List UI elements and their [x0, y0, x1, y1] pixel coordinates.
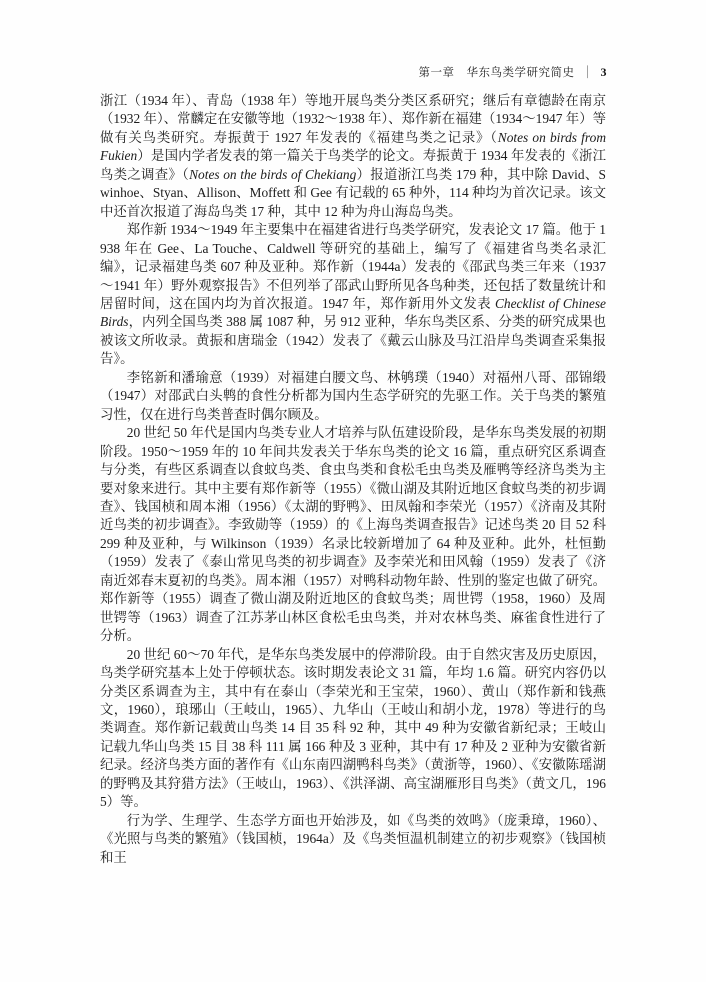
- italic-title-text: Notes on birds from Fukien: [100, 129, 606, 164]
- body-text-run: ）是国内学者发表的第一篇关于鸟类学的论文。寿振黄于 1934 年发表的《浙江鸟类之调查》（: [100, 148, 606, 182]
- paragraph: [100, 646, 606, 812]
- paragraph: [100, 221, 606, 369]
- paragraph: [100, 369, 606, 424]
- body-text-run: 20 世纪 50 年代是国内鸟类专业人才培养与队伍建设阶段，是华东鸟类发展的初期阶段。1950～1959 年的 10 年间共发表关于华东鸟类的论文 16 篇，重点研究区系调查与分类，有些区系调查以食蚊鸟类、食虫鸟类和食松毛虫鸟类及雁鸭等经济鸟类为主要对象来进行。其中主要有郑作新等（1955）《微山湖及其附近地区食蚊鸟类的初步调查》、钱国桢和周本湘（1956）《太湖的野鸭》、田凤翰和李荣光（1957）《济南及其附近鸟类的初步调查》。李致勋等（1959）的《上海鸟类调查报告》记述鸟类 20 目 52 科 299 种及亚种，与 Wilkinson（1939）名录比较新增加了 64 种及亚种。此外，杜恒勤（1959）发表了《泰山常见鸟类的初步调查》及李荣光和田风翰（1959）发表了《济南近郊春末夏初的鸟类》。周本湘（1957）对鸭科动物年龄、性别的鉴定也做了研究。郑作新等（1955）调查了微山湖及附近地区的食蚊鸟类；周世锷（1958，1960）及周世锷等（1963）调查了江苏茅山林区食松毛虫鸟类，并对农林鸟类、麻雀食性进行了分析。: [100, 425, 606, 644]
- header-separator: ｜: [581, 66, 594, 80]
- running-header: [419, 64, 608, 81]
- body-text-run: 20 世纪 60～70 年代，是华东鸟类发展中的停滞阶段。由于自然灾害及历史原因，鸟类学研究基本上处于停顿状态。该时期发表论文 31 篇，年均 1.6 篇。研究内容仍以分类区系调查为主，其中有在泰山（李荣光和王宝荣，1960）、黄山（郑作新和钱燕文，1960），琅琊山（王岐山，1965）、九华山（王岐山和胡小龙，1978）等进行的鸟类调查。郑作新记载黄山鸟类 14 目 35 科 92 种，其中 49 种为安徽省新纪录；王岐山记载九华山鸟类 15 目 38 科 111 属 166 种及 3 亚种，其中有 17 种及 2 亚种为安徽省新纪录。经济鸟类方面的著作有《山东南四湖鸭科鸟类》（黄浙等，1960）、《安徽陈瑶湖的野鸭及其狩猎方法》（王岐山，1963）、《洪泽湖、高宝湖雁形目鸟类》（黄文几，1965）等。: [100, 646, 606, 810]
- paragraph: [100, 92, 606, 221]
- italic-title-text: Notes on the birds of Chekiang: [189, 166, 357, 182]
- chapter-title: 第一章 华东鸟类学研究简史: [418, 67, 575, 79]
- body-text-run: 郑作新 1934～1949 年主要集中在福建省进行鸟类学研究，发表论文 17 篇。他于 1938 年在 Gee、La Touche、Caldwell 等研究的基础上，编写了《福建省鸟类名录汇编》，记录福建鸟类 607 种及亚种。郑作新（1944a）发表的《邵武鸟类三年来（1937～1941 年）野外观察报告》不但列举了邵武山野所见各鸟种类，还包括了数量统计和居留时间，这在国内均为首次报道。1947 年，郑作新用外文发表: [100, 222, 606, 311]
- body-text-run: 浙江（1934 年）、青岛（1938 年）等地开展鸟类分类区系研究；继后有章德龄在南京（1932 年）、常麟定在安徽等地（1932～1938 年）、郑作新在福建（1934～1947 年）等做有关鸟类研究。寿振黄于 1927 年发表的《福建鸟类之记录》（: [100, 93, 606, 145]
- paragraph: [100, 424, 606, 645]
- paragraph: [100, 812, 606, 867]
- body-text-run: 行为学、生理学、生态学方面也开始涉及，如《鸟类的效鸣》（庞秉璋，1960）、《光照与鸟类的繁殖》（钱国桢，1964a）及《鸟类恒温机制建立的初步观察》（钱国桢和王: [100, 812, 606, 865]
- italic-title-text: Checklist of Chinese Birds: [100, 295, 606, 330]
- body-text-run: ，内列全国鸟类 388 属 1087 种，另 912 亚种，华东鸟类区系、分类的研究成果也被该文所收录。黄振和唐瑞金（1942）发表了《戴云山脉及马江沿岸鸟类调查采集报告》。: [100, 314, 606, 367]
- body-text-run: ）报道浙江鸟类 179 种，其中除 David、Swinhoe、Styan、Allison、Moffett 和 Gee 有记载的 65 种外，114 种均为首次记录。该文中还首次报道了海岛鸟类 17 种，其中 12 种为舟山海岛鸟类。: [100, 166, 606, 219]
- page-number: 3: [600, 65, 607, 79]
- body-text-run: 李铭新和潘瑜意（1939）对福建白腰文鸟、林鸲璞（1940）对福州八哥、邵锦缎（1947）对邵武白头鹎的食性分析都为国内生态学研究的先驱工作。关于鸟类的繁殖习性，仅在进行鸟类普查时偶尔顾及。: [100, 369, 606, 422]
- page-body: [100, 92, 606, 867]
